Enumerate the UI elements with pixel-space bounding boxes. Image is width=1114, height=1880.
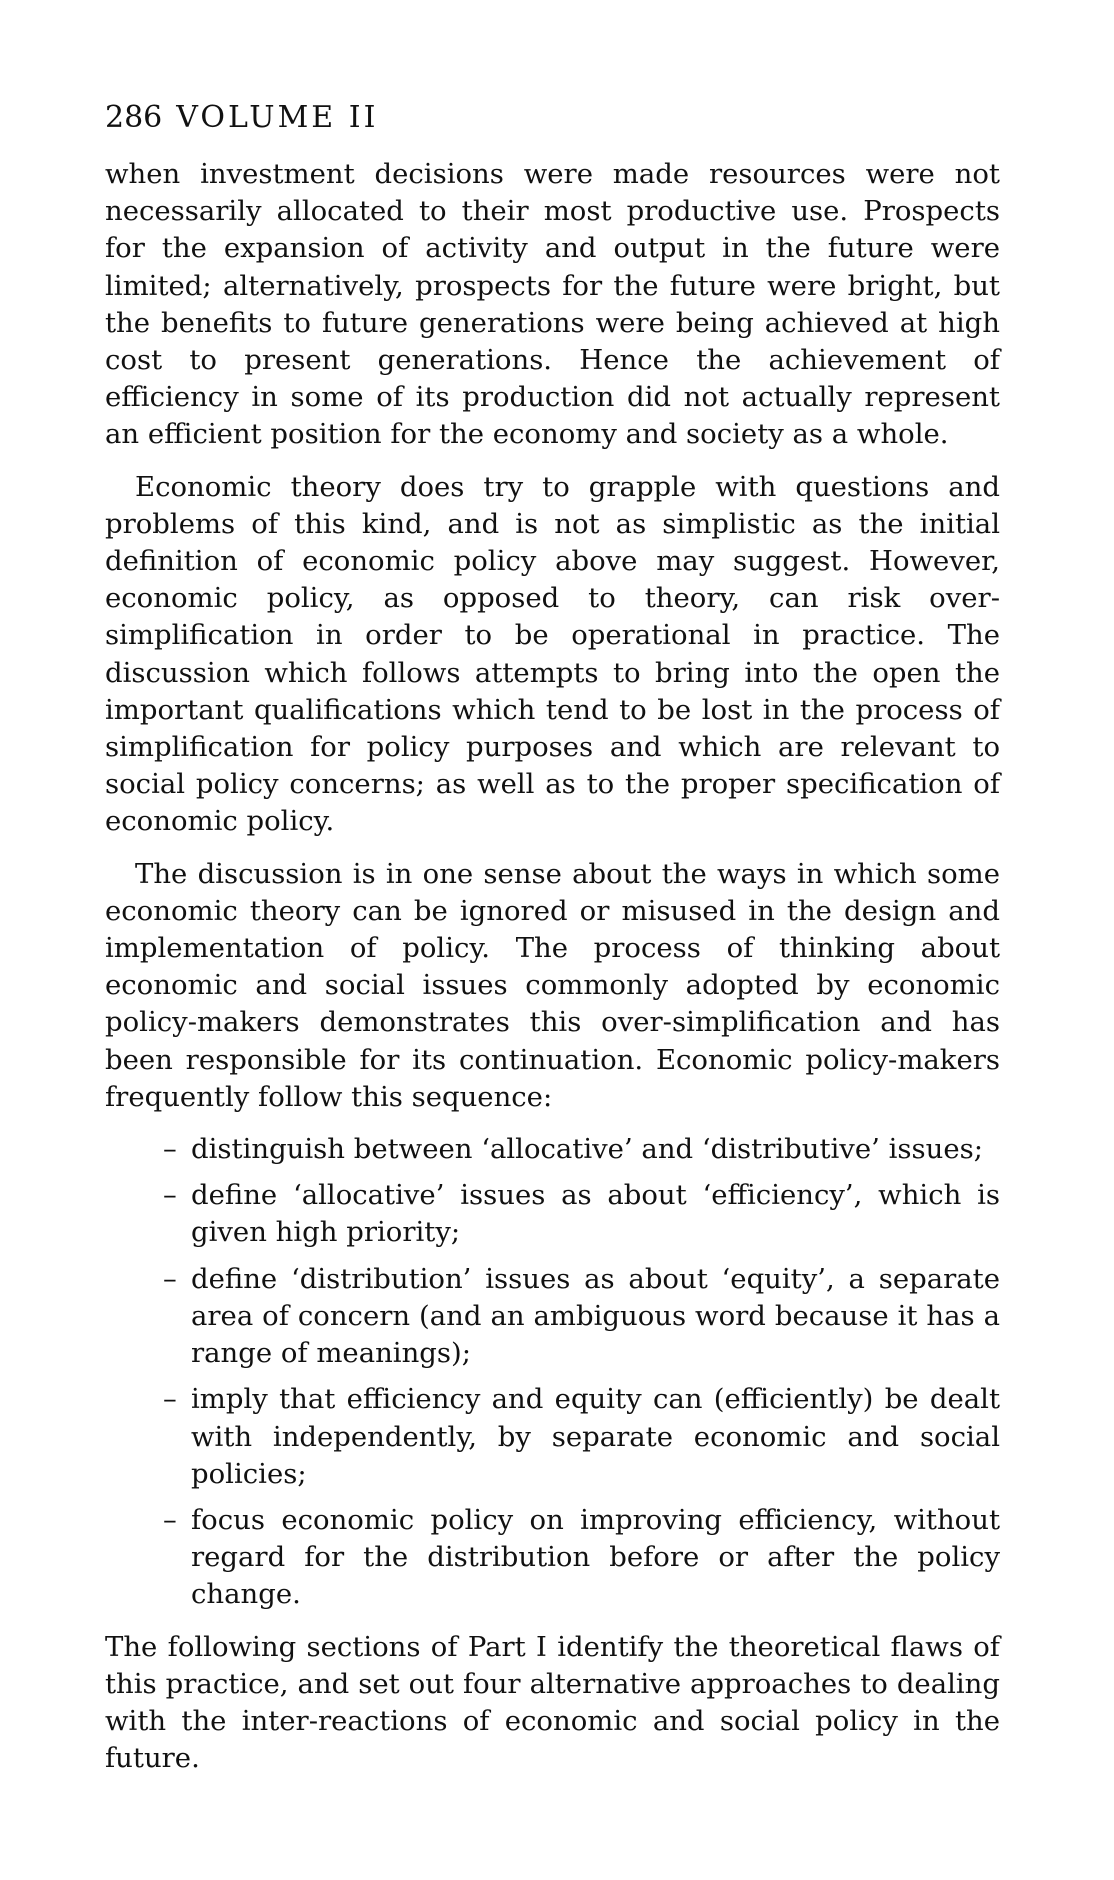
list-item (163, 1177, 1000, 1251)
paragraph-3: The discussion is in one sense about the ways in which some economic theory can be ignored or misused in the design and implementation of policy. The process of thinking about economic and social issues commonly adopted by economic policy-makers demonstrates this over-simplification and has been responsible for its continuation. Economic policy-makers frequently follow this sequence: (105, 857, 1000, 1113)
list-item (163, 1131, 1000, 1168)
paragraph-1: when investment decisions were made resources were not necessarily allocated to their most productive use. Prospects for the expansion of activity and output in the future were limited; alternatively, prospects for the future were bright, but the benefits to future generations were being achieved at high cost to present generations. Hence the achievement of efficiency in some of its production did not actually represent an efficient position for the economy and society as a whole. (105, 158, 1000, 451)
list-item (163, 1502, 1000, 1614)
dash-marker: – (163, 1133, 177, 1166)
dash-marker: – (163, 1262, 177, 1295)
list-item-text: distinguish between ‘allocative’ and ‘distributive’ issues; (191, 1133, 983, 1166)
dash-marker: – (163, 1503, 177, 1536)
list-item-text: define ‘allocative’ issues as about ‘efficiency’, which is given high priority; (191, 1179, 1000, 1249)
dash-marker: – (163, 1383, 177, 1416)
list-item-text: focus economic policy on improving efficiency, without regard for the distribution before or after the policy change. (191, 1503, 1000, 1611)
book-page (105, 100, 1000, 1777)
page-number: 286 (105, 100, 163, 135)
running-head (105, 100, 1000, 136)
list-item (163, 1381, 1000, 1493)
list-item (163, 1261, 1000, 1373)
dash-marker: – (163, 1179, 177, 1212)
list-item-text: define ‘distribution’ issues as about ‘equity’, a separate area of concern (and an ambiguous word because it has a range of meanings); (191, 1262, 1000, 1370)
paragraph-2: Economic theory does try to grapple with questions and problems of this kind, and is not as simplistic as the initial definition of economic policy above may suggest. However, economic policy, as opposed to theory, can risk over-simplification in order to be operational in practice. The discussion which follows attempts to bring into the open the important qualifications which tend to be lost in the process of simplification for policy purposes and which are relevant to social policy concerns; as well as to the proper specification of economic policy. (105, 470, 1000, 838)
policy-sequence-list (105, 1131, 1000, 1613)
volume-title: VOLUME II (176, 100, 379, 135)
list-item-text: imply that efficiency and equity can (efficiently) be dealt with independently, by separate economic and social policies; (191, 1383, 1000, 1490)
paragraph-4: The following sections of Part I identify the theoretical flaws of this practice, and set out four alternative approaches to dealing with the inter-reactions of economic and social policy in the future. (105, 1630, 1000, 1775)
